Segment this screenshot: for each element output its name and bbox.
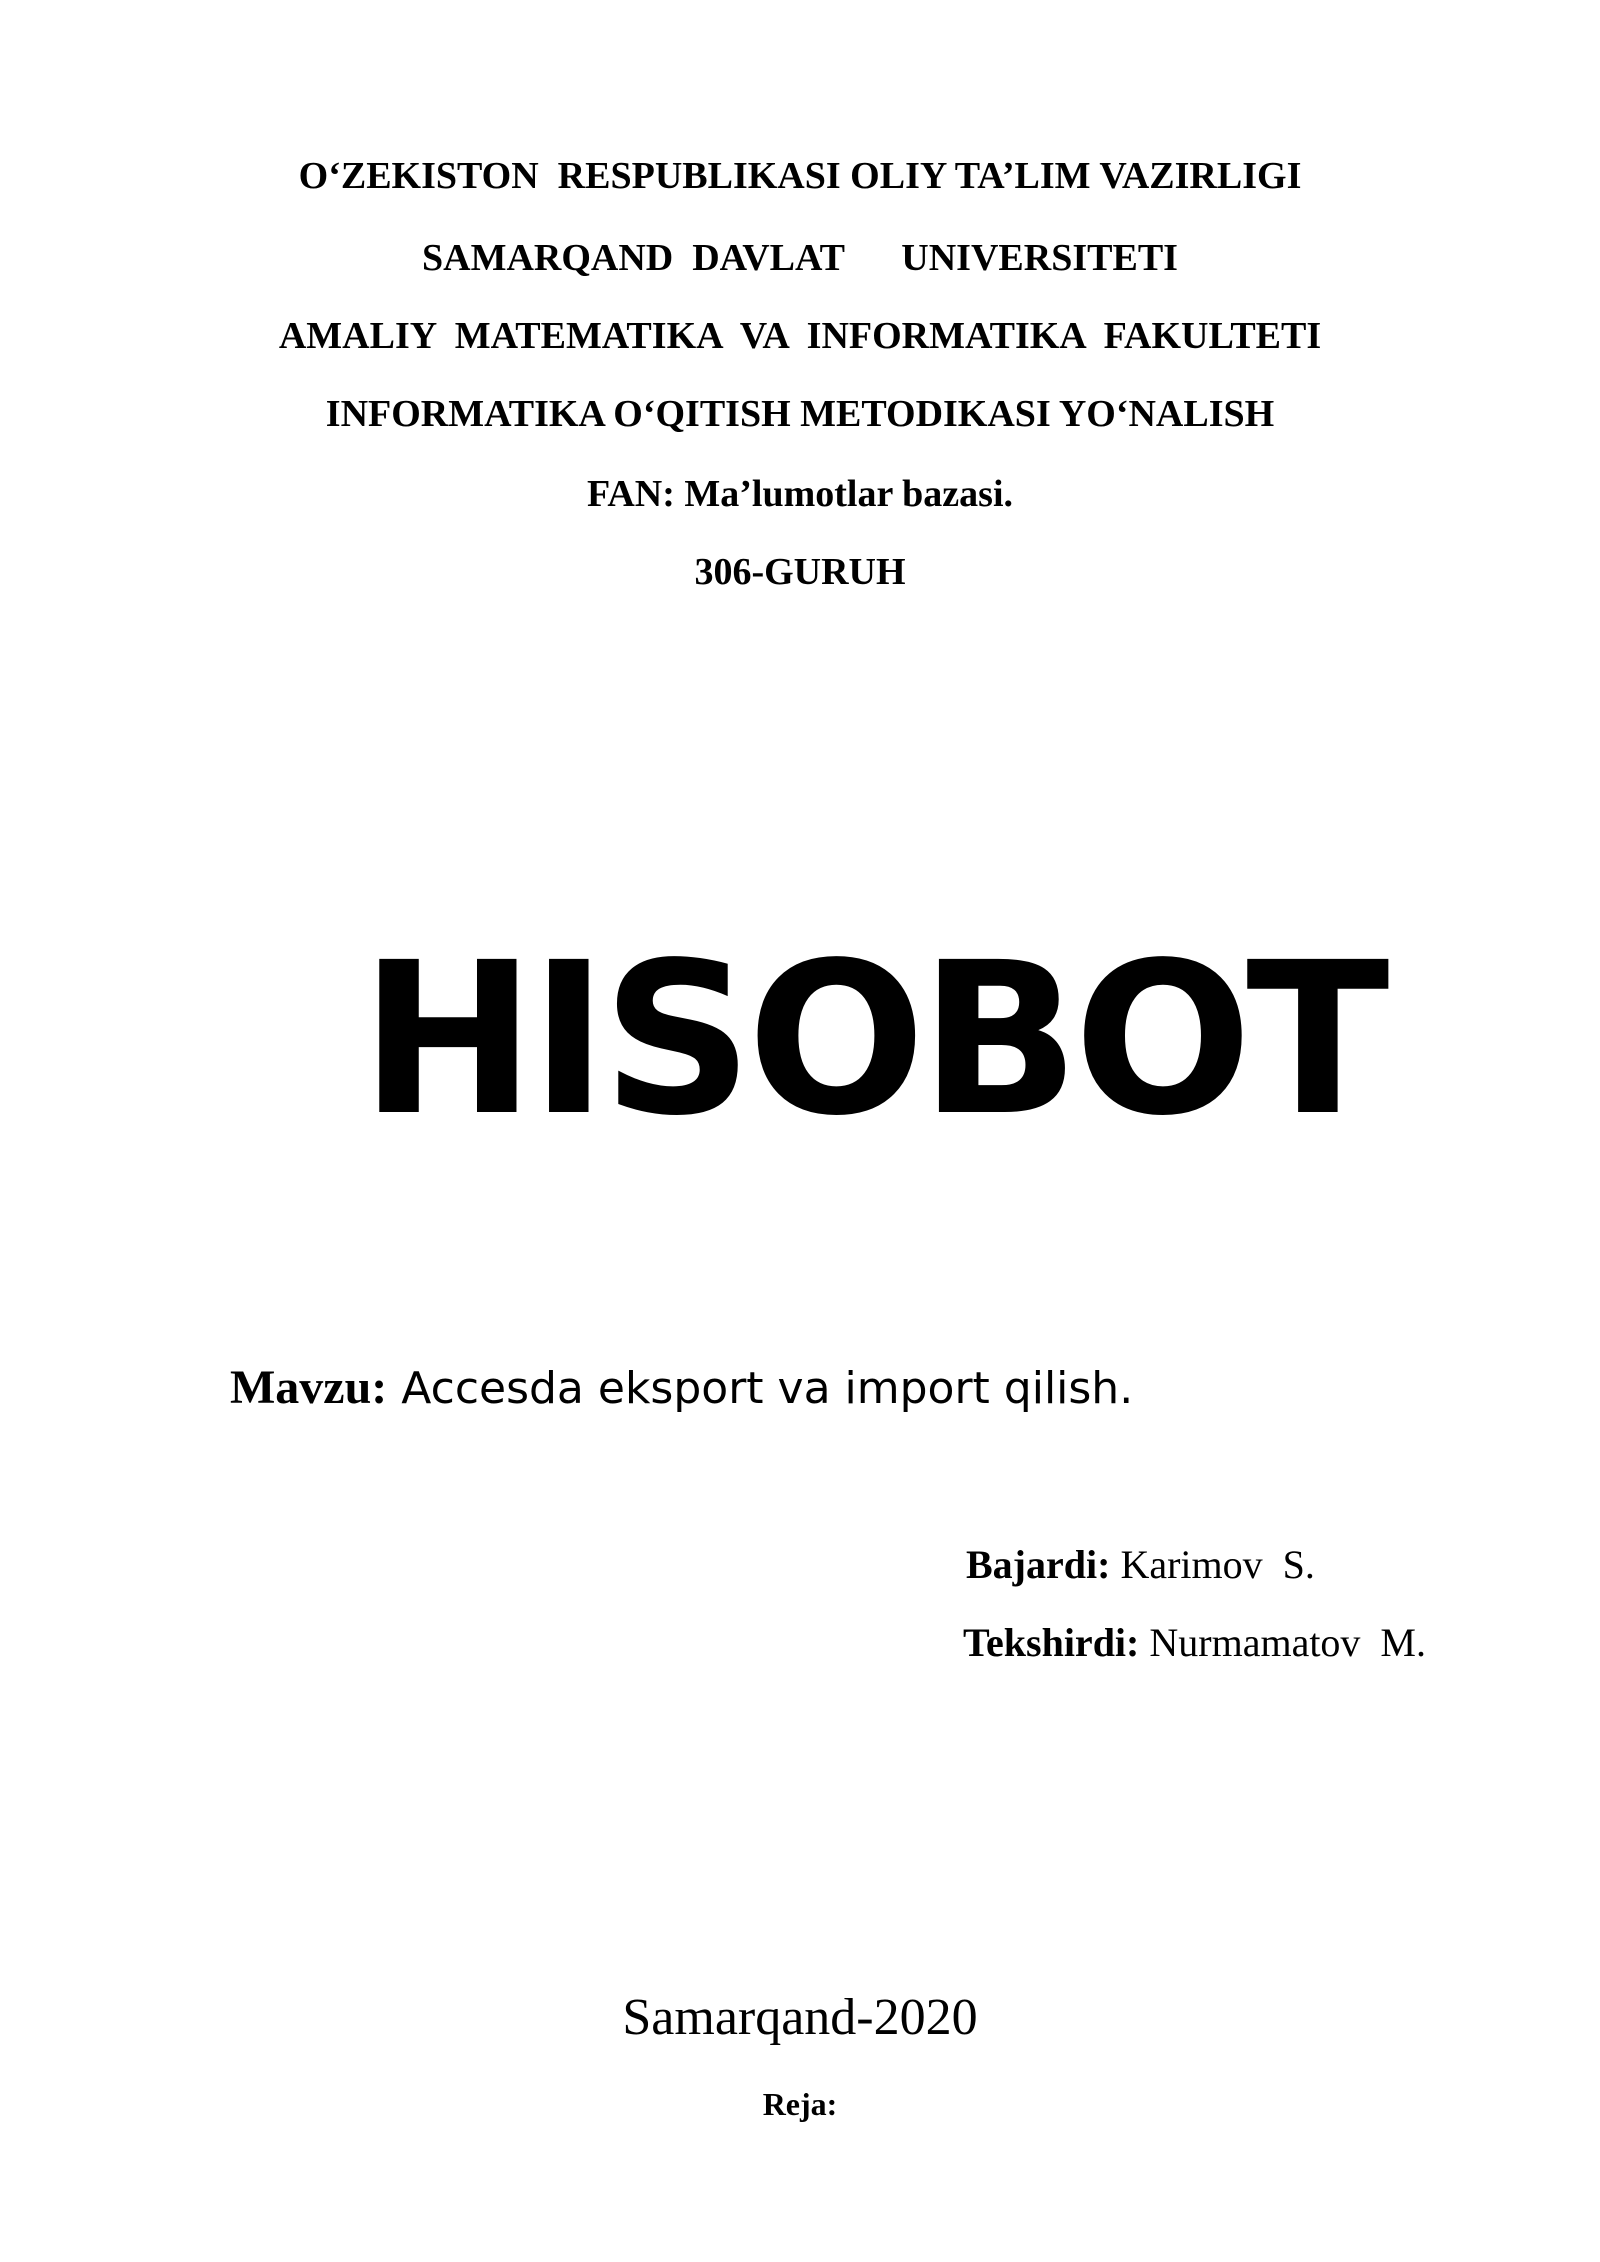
faculty-line: AMALIY MATEMATIKA VA INFORMATIKA FAKULTETI xyxy=(278,315,1322,357)
checker-label: Tekshirdi: xyxy=(963,1620,1140,1665)
subject-line: FAN: Ma’lumotlar bazasi. xyxy=(586,473,1014,515)
checker-name: Nurmamatov M. xyxy=(1139,1620,1426,1665)
checker-line xyxy=(963,1618,1426,1668)
direction-line: INFORMATIKA O‘QITISH METODIKASI YO‘NALISH xyxy=(325,393,1275,435)
ministry-line: O‘ZEKISTON RESPUBLIKASI OLIY TA’LIM VAZIRLIGI xyxy=(298,155,1302,197)
performer-name: Karimov S. xyxy=(1110,1542,1315,1587)
university-line: SAMARQAND DAVLAT UNIVERSITETI xyxy=(422,237,1178,279)
topic-line xyxy=(230,1360,1133,1415)
performer-line xyxy=(966,1540,1315,1590)
city-year: Samarqand-2020 xyxy=(622,1989,978,2046)
group-line: 306-GURUH xyxy=(694,551,906,593)
performer-label: Bajardi: xyxy=(966,1542,1111,1587)
topic-label: Mavzu: xyxy=(230,1361,388,1414)
report-title: HISOBOT xyxy=(360,917,1384,1162)
plan-heading: Reja: xyxy=(762,2086,838,2122)
topic-value: Accesda eksport va import qilish. xyxy=(401,1363,1134,1414)
